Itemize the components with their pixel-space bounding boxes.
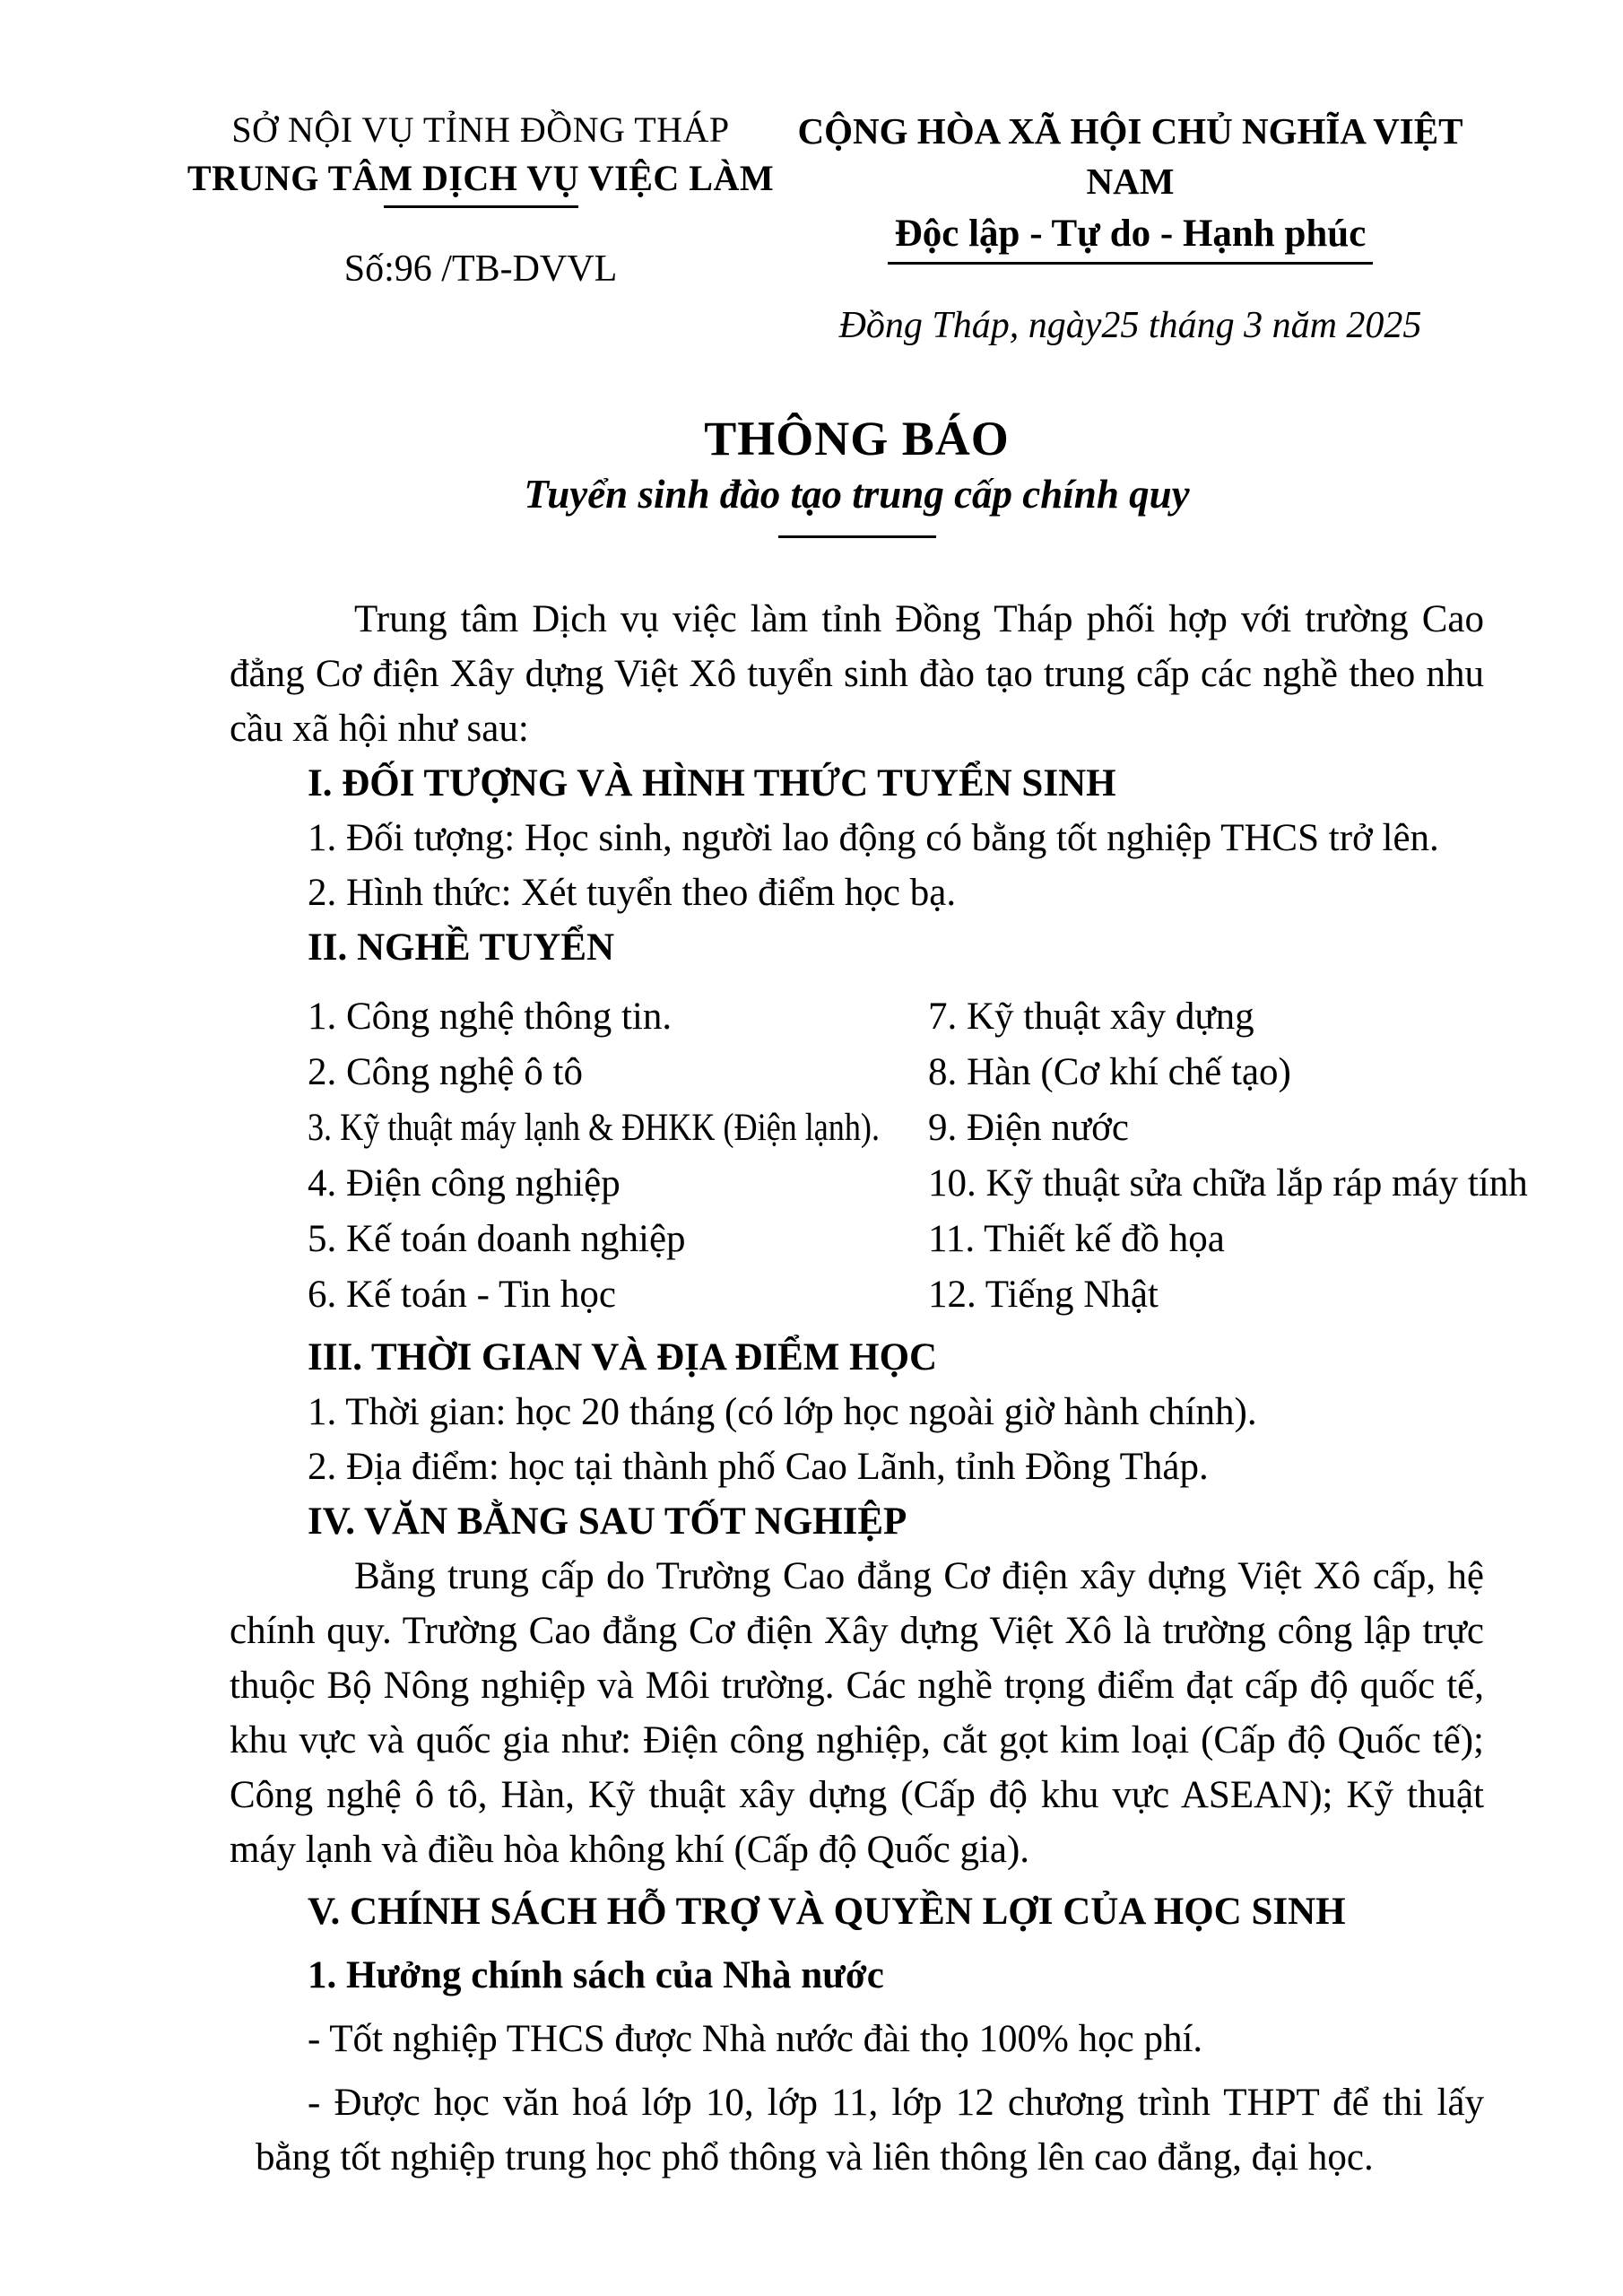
section-heading-5: V. CHÍNH SÁCH HỖ TRỢ VÀ QUYỀN LỢI CỦA HỌC SINH (308, 1891, 1346, 1933)
national-motto-row (777, 206, 1484, 265)
doc-number: Số:96 /TB-DVVL (343, 248, 618, 290)
major-item: 10. Kỹ thuật sửa chữa lắp ráp máy tính (928, 1162, 1528, 1205)
national-motto: Độc lập - Tự do - Hạnh phúc (888, 209, 1374, 265)
major-item: 5. Kế toán doanh nghiệp (308, 1218, 686, 1260)
org-parent-name: SỞ NỘI VỤ TỈNH ĐỒNG THÁP (231, 109, 730, 150)
section5-item: - Được học văn hoá lớp 10, lớp 11, lớp 12 chương trình THPT để thi lấy bằng tốt nghiệp trung học phổ thông và liên thông lên cao đẳng, đại học. (256, 2082, 1484, 2179)
section1-item: 2. Hình thức: Xét tuyển theo điểm học bạ. (308, 872, 957, 914)
majors-list (308, 989, 1528, 1323)
major-item: 6. Kế toán - Tin học (308, 1274, 616, 1316)
document-subtitle: Tuyển sinh đào tạo trung cấp chính quy (524, 472, 1190, 517)
issuing-org-block (185, 106, 777, 351)
section5-item: - Tốt nghiệp THCS được Nhà nước đài thọ 100% học phí. (308, 2018, 1203, 2060)
national-title: CỘNG HÒA XÃ HỘI CHỦ NGHĨA VIỆT NAM (797, 110, 1463, 202)
section4-paragraph: Bằng trung cấp do Trường Cao đẳng Cơ điện xây dựng Việt Xô cấp, hệ chính quy. Trường Cao đẳng Cơ điện Xây dựng Việt Xô là trường công lập trực thuộc Bộ Nông nghiệp và Môi trường. Các nghề trọng điểm đạt cấp độ quốc tế, khu vực và quốc gia như: Điện công nghiệp, cắt gọt kim loại (Cấp độ Quốc tế); Công nghệ ô tô, Hàn, Kỹ thuật xây dựng (Cấp độ khu vực ASEAN); Kỹ thuật máy lạnh và điều hòa không khí (Cấp độ Quốc gia). (230, 1555, 1484, 1871)
title-block (230, 410, 1484, 538)
intro-paragraph: Trung tâm Dịch vụ việc làm tỉnh Đồng Tháp phối hợp với trường Cao đẳng Cơ điện Xây dựng Việt Xô tuyển sinh đào tạo trung cấp các nghề theo nhu cầu xã hội như sau: (230, 598, 1484, 750)
document-title: THÔNG BÁO (704, 412, 1010, 465)
major-item: 2. Công nghệ ô tô (308, 1051, 583, 1093)
org-name: TRUNG TÂM DỊCH VỤ VIỆC LÀM (187, 158, 775, 198)
major-item: 9. Điện nước (928, 1107, 1129, 1149)
major-item: 4. Điện công nghiệp (308, 1162, 621, 1205)
national-header-block (777, 106, 1484, 351)
section-heading-4: IV. VĂN BẰNG SAU TỐT NGHIỆP (308, 1500, 907, 1543)
section-heading-2: II. NGHỀ TUYỂN (308, 926, 615, 969)
major-item: 12. Tiếng Nhật (928, 1274, 1159, 1316)
major-item (308, 1100, 928, 1156)
major-item-condensed-text: 3. Kỹ thuật máy lạnh & ĐHKK (Điện lạnh). (308, 1107, 880, 1149)
title-divider (778, 535, 936, 538)
section-heading-1: I. ĐỐI TƯỢNG VÀ HÌNH THỨC TUYỂN SINH (308, 762, 1116, 804)
major-item: 1. Công nghệ thông tin. (308, 996, 673, 1038)
org-underline (384, 205, 578, 208)
section-heading-3: III. THỜI GIAN VÀ ĐỊA ĐIỂM HỌC (308, 1336, 938, 1378)
place-date-line: Đồng Tháp, ngày25 tháng 3 năm 2025 (838, 305, 1422, 346)
section3-item: 2. Địa điểm: học tại thành phố Cao Lãnh, tỉnh Đồng Tháp. (308, 1446, 1209, 1488)
major-item: 11. Thiết kế đồ họa (928, 1218, 1225, 1260)
section3-item: 1. Thời gian: học 20 tháng (có lớp học ngoài giờ hành chính). (308, 1391, 1257, 1433)
major-item: 7. Kỹ thuật xây dựng (928, 996, 1254, 1038)
section5-subheading: 1. Hưởng chính sách của Nhà nước (308, 1954, 884, 1996)
major-item: 8. Hàn (Cơ khí chế tạo) (928, 1051, 1291, 1093)
section1-item: 1. Đối tượng: Học sinh, người lao động có bằng tốt nghiệp THCS trở lên. (308, 817, 1439, 859)
document-header (185, 106, 1484, 351)
